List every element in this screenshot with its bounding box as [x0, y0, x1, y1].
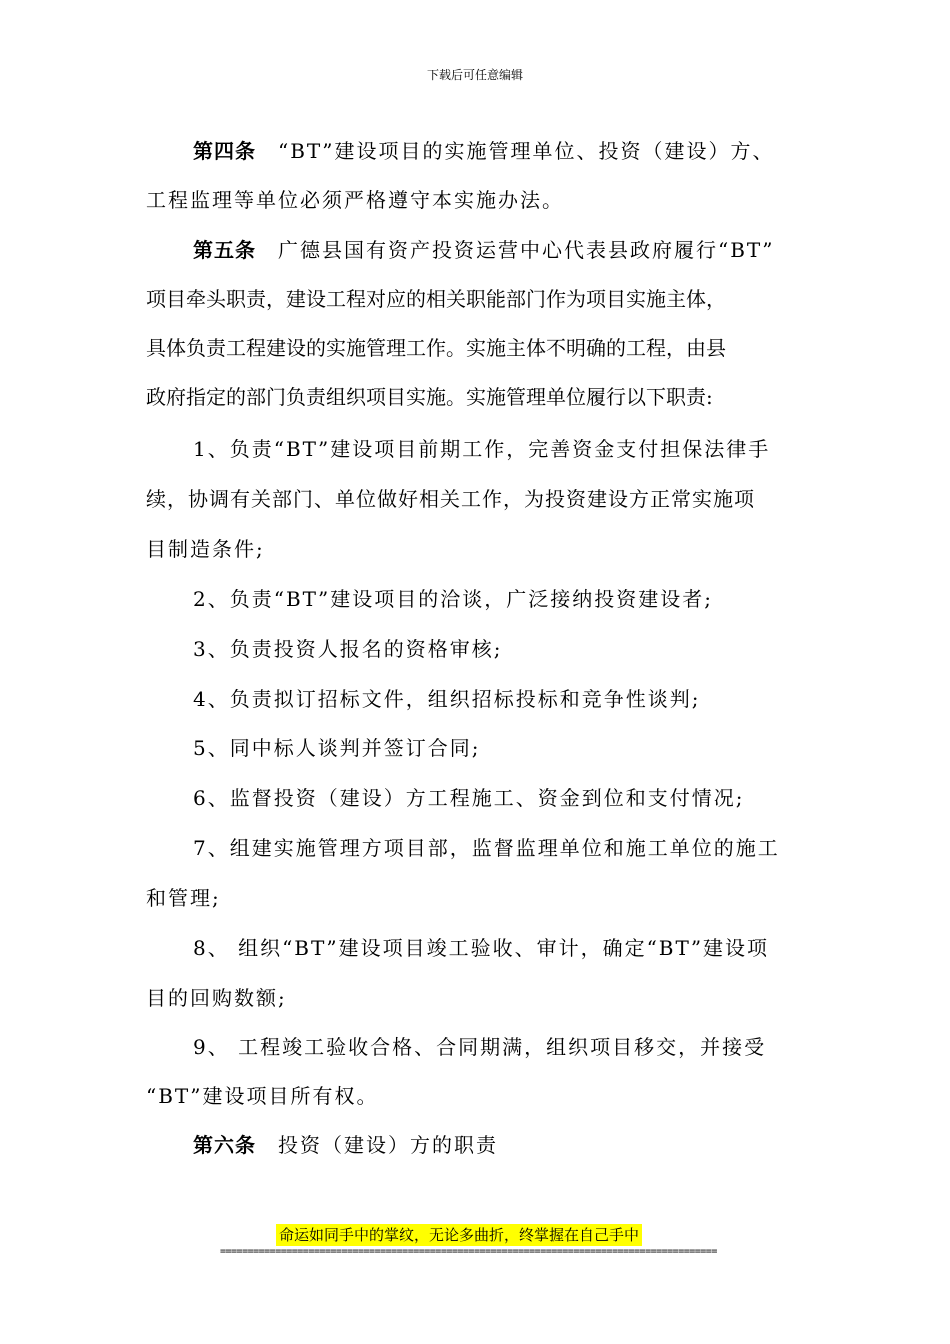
- item-5: 5、同中标人谈判并签订合同;: [193, 736, 481, 760]
- article-5-line-1: [193, 236, 775, 264]
- article-5-label: 第五条: [193, 238, 256, 262]
- item-4: 4、负责拟订招标文件，组织招标投标和竞争性谈判;: [193, 687, 701, 711]
- footer-motto: 命运如同手中的掌纹，无论多曲折，终掌握在自己手中: [276, 1224, 642, 1246]
- item-1-line-3: 目制造条件;: [146, 537, 265, 561]
- article-4-line-2: 工程监理等单位必须严格遵守本实施办法。: [146, 188, 564, 212]
- item-8-line-1: 8、 组织“BT”建设项目竣工验收、审计，确定“BT”建设项: [193, 936, 770, 960]
- item-7-line-2: 和管理;: [146, 886, 221, 910]
- article-6-text-1: 投资（建设）方的职责: [278, 1133, 498, 1157]
- item-7-line-1: 7、组建实施管理方项目部，监督监理单位和施工单位的施工: [193, 836, 780, 860]
- item-9-line-2: “BT”建设项目所有权。: [146, 1084, 379, 1108]
- article-4-line-1: [193, 137, 775, 165]
- article-5-text-1: 广德县国有资产投资运营中心代表县政府履行“BT”: [278, 238, 775, 262]
- item-1-line-1: 1、负责“BT”建设项目前期工作，完善资金支付担保法律手: [193, 437, 771, 461]
- item-8-line-2: 目的回购数额;: [146, 986, 287, 1010]
- article-6-line-1: [193, 1131, 498, 1159]
- footer-rule: ==========================================================================================: [220, 1246, 717, 1257]
- article-4-text-1: “BT”建设项目的实施管理单位、投资（建设）方、: [278, 139, 775, 163]
- item-9-line-1: 9、 工程竣工验收合格、合同期满，组织项目移交，并接受: [193, 1035, 767, 1059]
- item-3: 3、负责投资人报名的资格审核;: [193, 637, 503, 661]
- article-5-line-2: 项目牵头职责，建设工程对应的相关职能部门作为项目实施主体，: [146, 287, 726, 311]
- article-4-label: 第四条: [193, 139, 256, 163]
- article-5-line-4: 政府指定的部门负责组织项目实施。实施管理单位履行以下职责:: [146, 385, 713, 409]
- item-2: 2、负责“BT”建设项目的洽谈，广泛接纳投资建设者;: [193, 587, 713, 611]
- item-6: 6、监督投资（建设）方工程施工、资金到位和支付情况;: [193, 786, 745, 810]
- item-1-line-2: 续，协调有关部门、单位做好相关工作，为投资建设方正常实施项: [146, 487, 755, 511]
- page-header: 下载后可任意编辑: [426, 68, 523, 82]
- article-6-label: 第六条: [193, 1133, 256, 1157]
- article-5-line-3: 具体负责工程建设的实施管理工作。实施主体不明确的工程，由县: [146, 336, 726, 360]
